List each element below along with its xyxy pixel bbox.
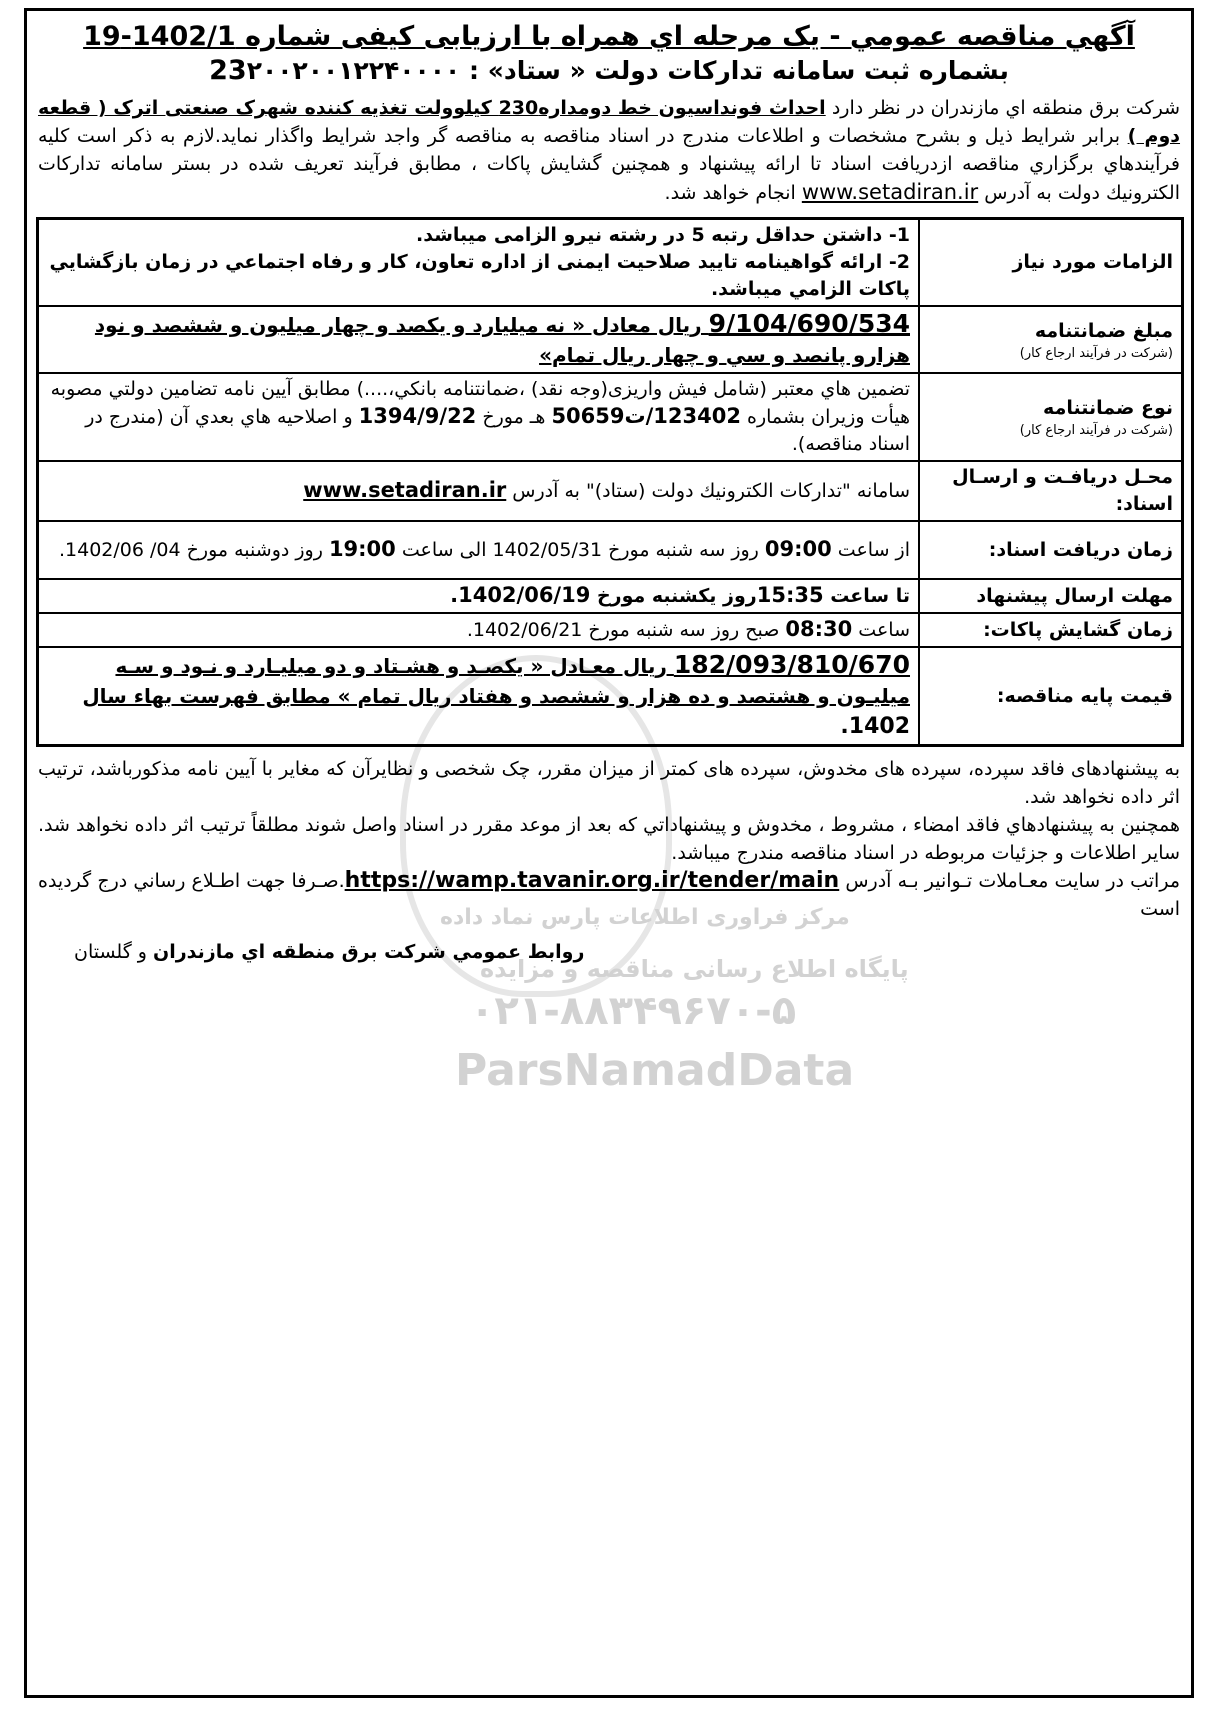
setad-link-table[interactable]: www.setadiran.ir: [303, 478, 507, 502]
registration-number: بشماره ثبت سامانه تدارکات دولت « ستاد» : 23۲۰۰۲۰۰۱۲۲۴۰۰۰۰: [209, 55, 1009, 86]
row-value: 1- داشتن حداقل رتبه 5 در رشته نيرو الزامی ميباشد. 2- ارائه گواهينامه تاييد صلاحيت ايمنی از اداره تعاون، کار و رفاه اجتماعي در زمان بازگشايي پاكات الزامي ميباشد.: [38, 219, 920, 307]
row-label: محـل دريافـت و ارسـال اسناد:: [919, 461, 1183, 521]
row-label: نوع ضمانتنامه (شرکت در فرآيند ارجاع کار): [919, 373, 1183, 461]
setad-link[interactable]: www.setadiran.ir: [801, 180, 979, 204]
table-row: [38, 373, 1183, 461]
row-label: زمان گشايش پاکات:: [919, 613, 1183, 647]
row-label: مهلت ارسال پيشنهاد: [919, 579, 1183, 613]
table-row: [38, 461, 1183, 521]
table-row: [38, 521, 1183, 579]
row-label: قيمت پايه مناقصه:: [919, 647, 1183, 746]
base-price-amount: 182/093/810/670: [673, 650, 910, 679]
intro-paragraph: شرکت برق منطقه اي مازندران در نظر دارد احداث فونداسيون خط دومداره230 کيلوولت تغذيه کننده شهرک صنعتی اترک ( قطعه دوم ) برابر شرايط ذيل و بشرح مشخصات و اطلاعات مندرج در اسناد مناقصه به مناقصه گر واجد شرايط واگذار نمايد.لازم به ذکر است کليه فرآيندهاي برگزاري مناقصه ازدريافت اسناد تا ارائه پيشنهاد و همچنين گشايش پاکات ، مطابق فرآيند تعريف شده در بستر سامانه تدارکات الکترونيك دولت به آدرس www.setadiran.ir انجام خواهد شد.: [38, 97, 1181, 204]
table-row: [38, 219, 1183, 307]
row-value: سامانه "تدارکات الکترونيك دولت (ستاد)" به آدرس www.setadiran.ir: [38, 461, 920, 521]
row-value: تا ساعت 15:35روز يکشنبه مورخ 1402/06/19.: [38, 579, 920, 613]
row-value: 182/093/810/670 ريال معـادل « يكصـد و هشـتاد و دو ميليـارد و نـود و سـه ميليـون و هشتصد و ده هزار و ششصد و هفتاد ريال تمام » مطابق فهرست بهاء سال 1402.: [38, 647, 920, 746]
row-label: مبلغ ضمانتنامه (شرکت در فرآيند ارجاع کار): [919, 306, 1183, 373]
table-row: [38, 306, 1183, 373]
tender-details-table: [36, 217, 1184, 747]
watermark-phone: ۰۲۱-۸۸۳۴۹۶۷۰-۵: [470, 988, 797, 1034]
tavanir-link[interactable]: https://wamp.tavanir.org.ir/tender/main: [344, 868, 840, 893]
signature-line: روابط عمومي شركت برق منطقه اي مازندران و گلستان: [74, 941, 585, 963]
table-row: [38, 647, 1183, 746]
guarantee-amount: 9/104/690/534: [708, 309, 910, 338]
watermark-brand: ParsNamadData: [455, 1045, 855, 1096]
notice-title: آگهي مناقصه عمومي - يک مرحله اي همراه با ارزيابی کيفی شماره 1402/1-19: [83, 21, 1135, 52]
table-row: [38, 579, 1183, 613]
row-value: تضمين هاي معتبر (شامل فيش واريزی(وجه نقد) ،ضمانتنامه بانکي،....) مطابق آيين نامه تضامين دولتي مصوبه هيأت وزيران بشماره 123402/ت50659 هـ مورخ 1394/9/22 و اصلاحيه هاي بعدي آن (مندرج در اسناد مناقصه).: [38, 373, 920, 461]
row-value: ساعت 08:30 صبح روز سه شنبه مورخ 1402/06/21.: [38, 613, 920, 647]
row-label: زمان دريافت اسناد:: [919, 521, 1183, 579]
tender-notice: [34, 14, 1184, 963]
row-value: از ساعت 09:00 روز سه شنبه مورخ 1402/05/31 الی ساعت 19:00 روز دوشنبه مورخ 04/ 1402/06.: [38, 521, 920, 579]
table-row: [38, 613, 1183, 647]
row-value: 9/104/690/534 ريال معادل « نه ميليارد و يكصد و چهار ميليون و ششصد و نود هزارو پانصد و سي و چهار ريال تمام»: [38, 306, 920, 373]
watermark-line2: پایگاه اطلاع رسانی مناقصه و مزایده: [480, 955, 909, 983]
tender-number: 1402/1-19: [83, 21, 236, 52]
watermark-line1: مرکز فراوری اطلاعات پارس نماد داده: [440, 905, 850, 930]
footer-notes: به پيشنهادهای فاقد سپرده، سپرده های مخدوش، سپرده های کمتر از ميزان مقرر، چک شخصی و نظايرآن که مغاير با آيين نامه مذکورباشد، ترتيب اثر داده نخواهد شد. همچنين به پيشنهادهاي فاقد امضاء ، مشروط ، مخدوش و پيشنهاداتي كه بعد از موعد مقرر در اسناد واصل شوند مطلقاً ترتيب اثر داده نخواهد شد. ساير اطلاعات و جزئيات مربوطه در اسناد مناقصه مندرج ميباشد. مراتب در سايت معـاملات تـوانير بـه آدرس https://wamp.tavanir.org.ir/tender/main.صـرفا جهت اطـلاع رساني درج گرديده است: [38, 758, 1180, 920]
row-label: الزامات مورد نياز: [919, 219, 1183, 307]
